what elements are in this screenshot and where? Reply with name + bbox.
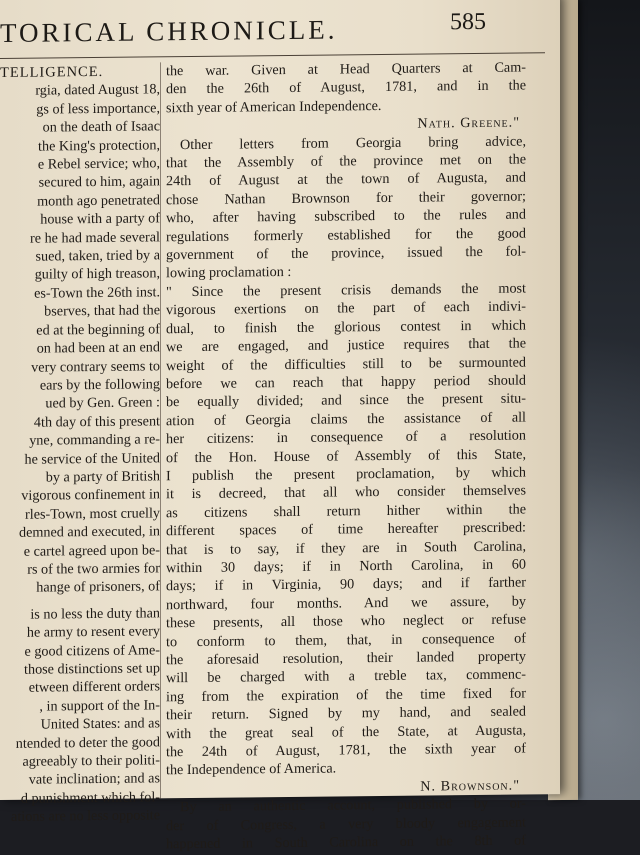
text-line: sued, taken, tried by a [35, 247, 160, 265]
text-line: the war. Given at Head Quarters at Cam- [166, 59, 526, 80]
text-line: we are engaged, and justice requires that the [166, 335, 526, 356]
text-line: before we can reach that happy period should [166, 372, 526, 393]
text-line: vate inclination; and as [28, 770, 160, 789]
text-line: sixth year of American Independence. [166, 97, 382, 117]
text-line: bserves, that had the [44, 302, 160, 320]
text-line: re he had made several [30, 228, 160, 247]
section-heading: TELLIGENCE. [0, 63, 104, 81]
text-line: guilty of high treason, [34, 265, 160, 284]
text-line: by a party of British [45, 468, 160, 486]
text-line: is no less the duty than [30, 605, 160, 623]
text-line: e good citizens of Ame- [24, 641, 160, 660]
text-line: the King's protection, [38, 136, 160, 155]
text-line: regulations formerly established for the good [166, 225, 526, 245]
text-line: " Since the present crisis demands the most [166, 280, 526, 301]
text-line: be equally divided; and since the present situ- [166, 390, 526, 411]
text-line: der of Congress, a very bloody engagement [166, 814, 526, 834]
text-line: government of the province, issued the fol- [166, 243, 526, 264]
text-line: weight of the difficulties still to be surmounted [166, 353, 526, 374]
right-column [166, 58, 526, 853]
text-line: secured to him, again [38, 173, 160, 192]
text-line: with the great seal of the State, at Augusta, [166, 722, 526, 742]
text-line: rles-Town, most cruelly [25, 505, 160, 523]
text-line: on had been at an end [36, 339, 160, 357]
text-line: demned and executed, in [18, 523, 160, 541]
left-column-lines [0, 81, 160, 827]
text-line: northward, four months. And we assure, by [166, 593, 526, 614]
text-line: Other letters from Georgia bring advice, [180, 133, 526, 153]
proclamation-text [166, 279, 526, 780]
text-line: of the Hon. House of Assembly of this State, [166, 446, 526, 466]
left-column [0, 62, 160, 826]
text-line: United States: and as [40, 715, 160, 733]
page-header [0, 8, 540, 54]
text-line: yne, commanding a re- [29, 431, 160, 449]
text-line: d punishment which fol- [20, 789, 160, 807]
text-line: very contrary seems to [31, 357, 160, 376]
text-line: ntended to deter the good [15, 733, 160, 752]
text-line: rgia, dated August 18, [35, 81, 160, 100]
text-line: these presents, all those who neglect or refuse [166, 611, 526, 632]
text-line: within 30 days; if in North Carolina, in 60 [166, 556, 526, 577]
running-title: TORICAL CHRONICLE. [0, 14, 338, 48]
text-line: her citizens: in consequence of a resolution [166, 427, 526, 448]
signature-brownson: N. Brownson." [420, 777, 520, 795]
text-line: agreeably to their politi- [22, 752, 160, 770]
text-line: days; if in Virginia, 90 days; and if farther [166, 574, 526, 595]
text-line: vigorous confinement in [21, 486, 160, 505]
text-line: 4th day of this present [33, 413, 160, 431]
column-divider [160, 62, 161, 798]
text-line: etween different orders [28, 678, 160, 697]
text-line: to conform to them, that, in consequence of [166, 630, 526, 650]
text-line: the aforesaid resolution, their landed property [166, 648, 526, 669]
text-line: lowing proclamation : [166, 264, 292, 282]
text-line: ing from the expiration of the time fixed for [166, 685, 526, 706]
opening-lines [166, 58, 526, 117]
text-line: those distinctions set up [24, 660, 160, 678]
text-line: he service of the United [24, 449, 160, 468]
text-line: ears by the following [39, 376, 160, 394]
text-line: as citizens shall return hither within the [166, 501, 526, 522]
text-line: ations are no less opposite [11, 807, 160, 826]
text-line: ed at the beginning of [36, 321, 160, 339]
text-line: that is to say, if they are in South Carolina, [166, 538, 526, 558]
text-line: e cartel agreed upon be- [23, 541, 160, 560]
text-line: happened in South Carolina on the 8th of [166, 832, 526, 853]
text-line: month ago penetrated [37, 192, 160, 210]
text-line: I publish the present proclamation, by which [166, 464, 526, 485]
text-line: By an authentic account, published by or- [180, 795, 526, 816]
text-line: den the 26th of August, 1781, and in the [166, 77, 526, 98]
text-line: he army to resent every [26, 623, 160, 641]
text-line: chose Nathan Brownson for their governor; [166, 188, 526, 209]
text-line: on the death of Isaac [42, 118, 160, 136]
text-line: , in support of the In- [39, 697, 160, 715]
page-number: 585 [450, 8, 486, 36]
header-rule [0, 52, 545, 59]
text-line: dual, to finish the glorious contest in which [166, 317, 526, 337]
text-line: will be charged with a treble tax, commenc- [166, 666, 526, 687]
text-line: their return. Signed by my hand, and sealed [166, 703, 526, 724]
text-line: rs of the two armies for [27, 560, 160, 578]
text-line: the 24th of August, 1781, the sixth year of [166, 740, 526, 761]
text-line: ation of Georgia claims the assistance of all [166, 409, 526, 429]
text-line: gs of less importance, [36, 100, 160, 118]
text-line: it is decreed, that all who consider themselves [166, 482, 526, 503]
paragraph-georgia-assembly [166, 132, 526, 283]
text-line: ued by Gen. Green : [45, 394, 160, 412]
text-line: 24th of August at the town of Augusta, and [166, 169, 526, 190]
closing-paragraph [166, 795, 526, 854]
text-line: different spaces of time hereafter prescribed: [166, 519, 526, 540]
text-line: the Independence of America. [166, 760, 337, 779]
signature-greene: Nath. Greene." [417, 114, 520, 132]
text-line: es-Town the 26th inst. [34, 284, 160, 302]
text-line: house with a party of [40, 210, 160, 228]
text-line: vigorous exertions on the part of each indivi- [166, 298, 526, 319]
text-line: hange of prisoners, of [36, 578, 160, 596]
text-line: who, after having subscribed to the rules and [166, 206, 526, 227]
text-line: e Rebel service; who, [37, 155, 160, 173]
text-line: that the Assembly of the province met on the [166, 151, 526, 172]
